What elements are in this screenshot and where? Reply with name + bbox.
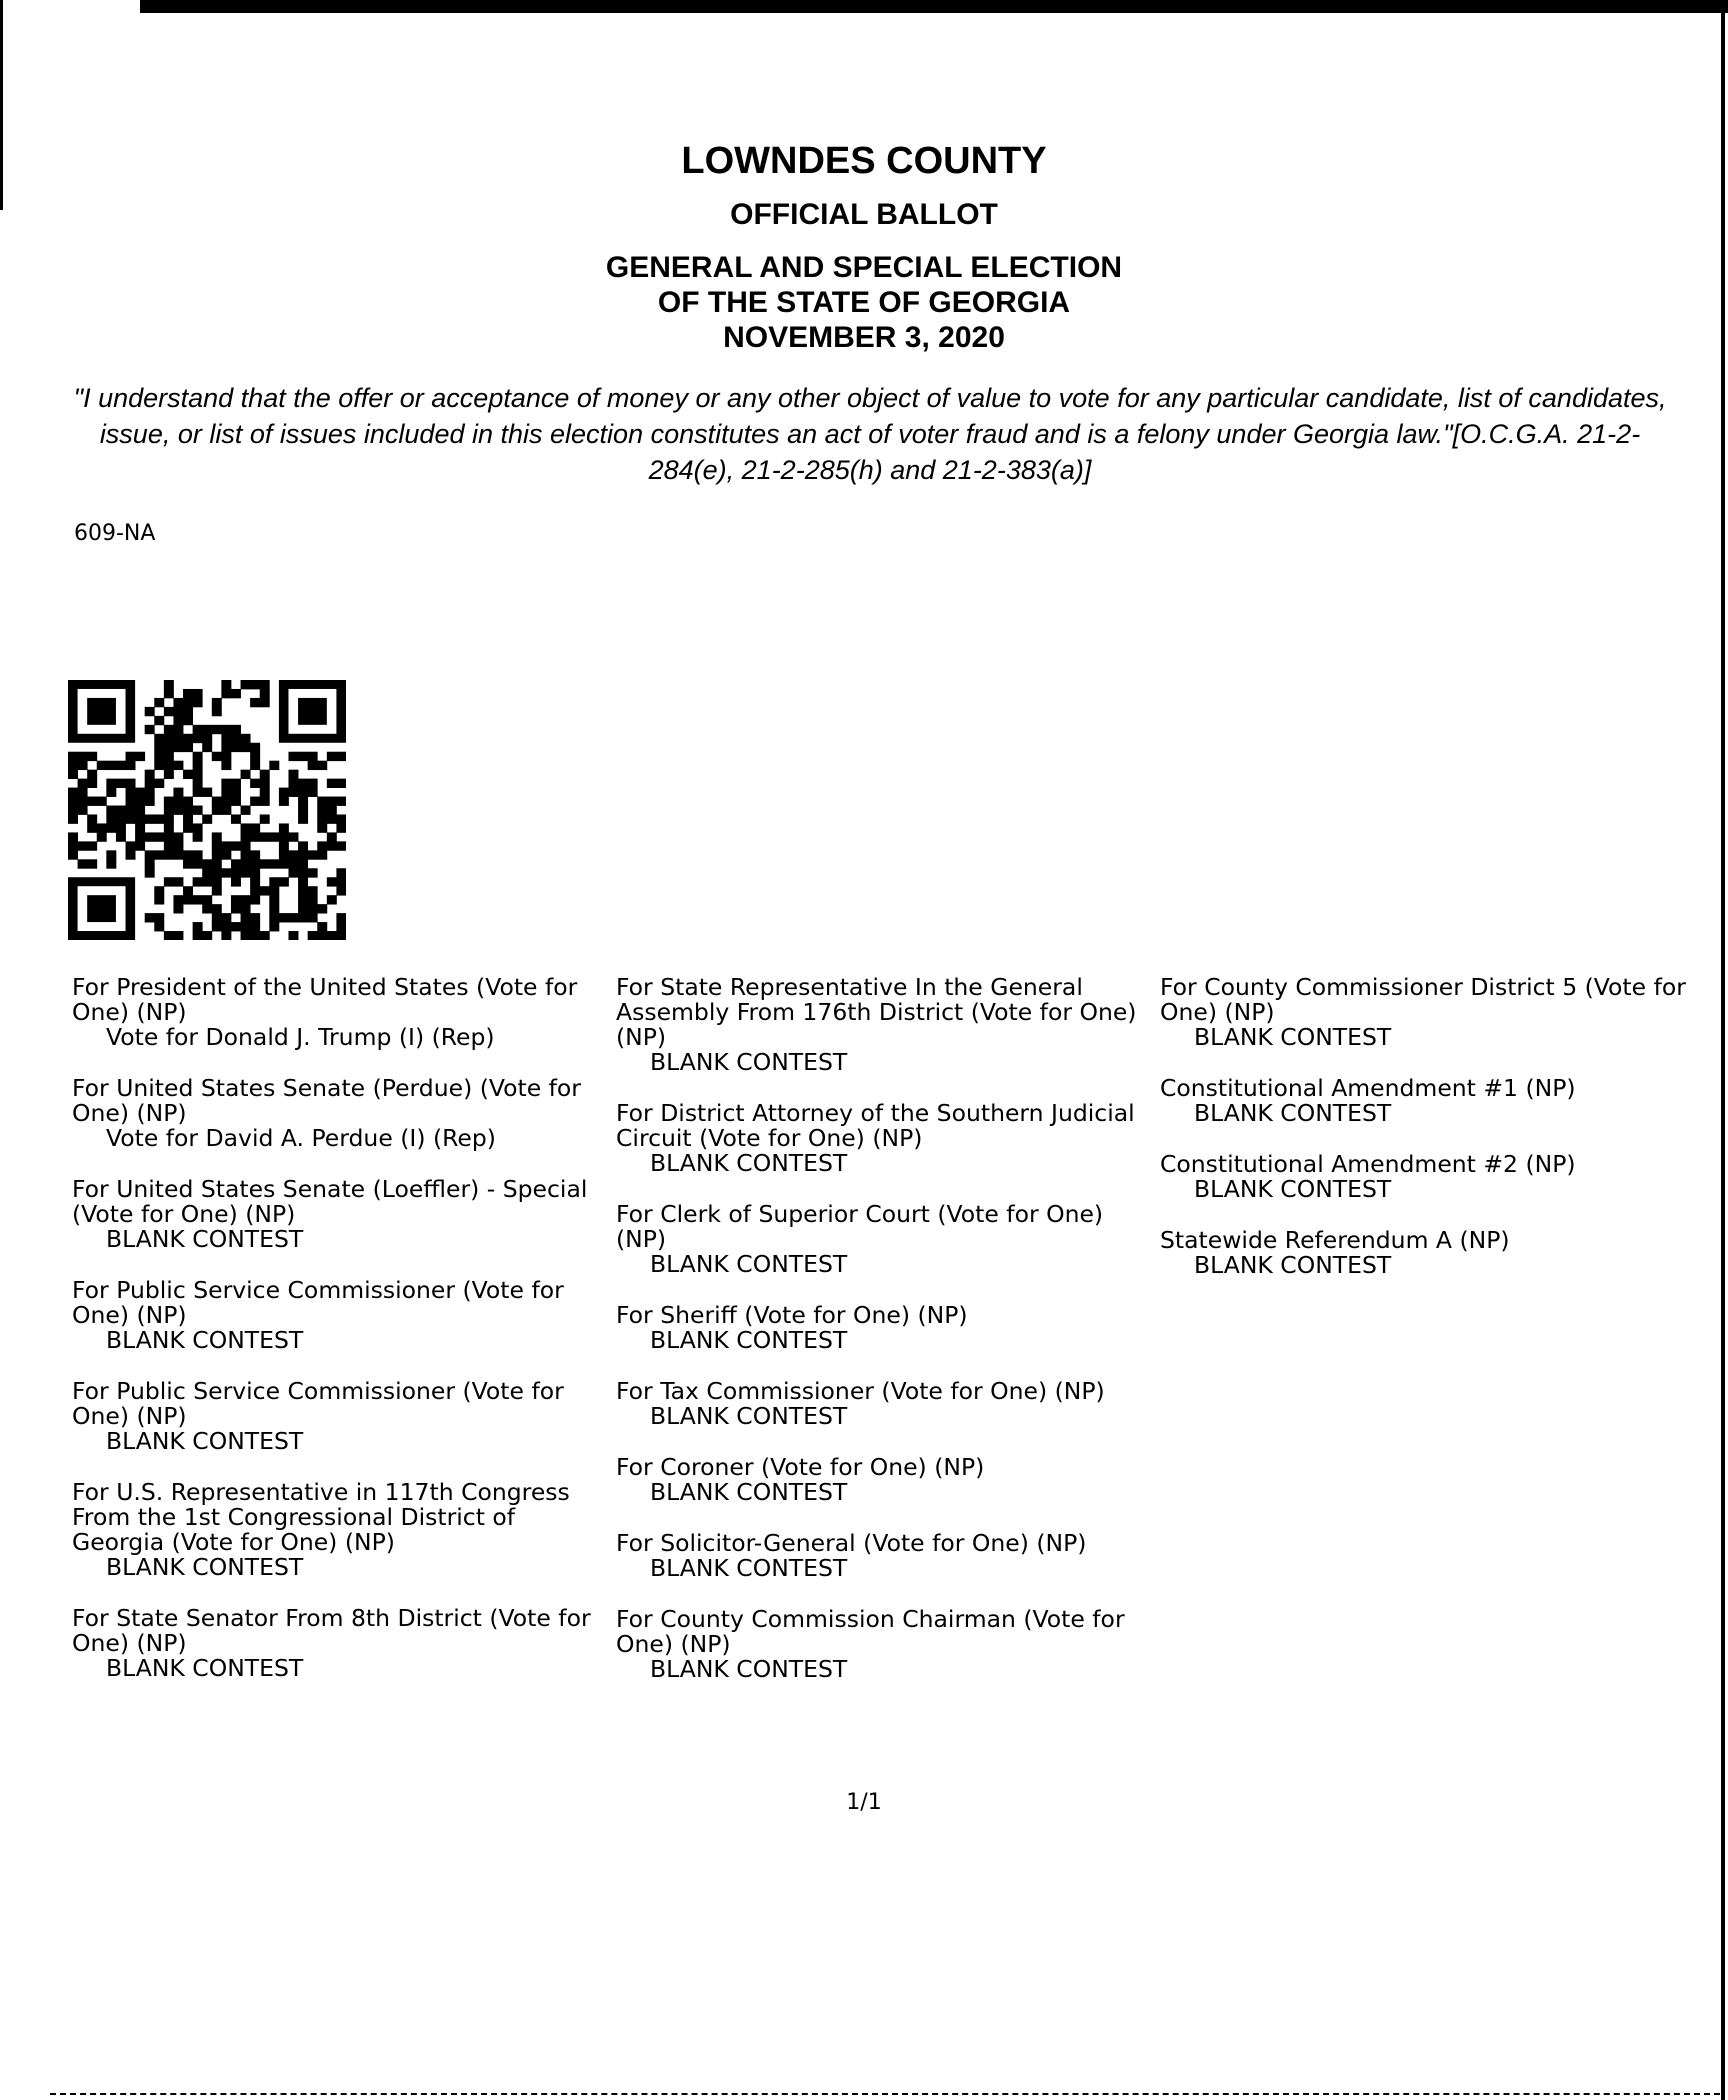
contest-selection: BLANK CONTEST xyxy=(650,1149,848,1177)
contest-title: For Tax Commissioner (Vote for One) (NP) xyxy=(616,1377,1105,1405)
contest-selection: BLANK CONTEST xyxy=(650,1402,848,1430)
contest-entry xyxy=(1160,1228,1700,1278)
contest-column-1 xyxy=(72,975,612,1707)
election-date: NOVEMBER 3, 2020 xyxy=(723,321,1005,354)
contest-entry xyxy=(616,1101,1156,1176)
contest-selection: BLANK CONTEST xyxy=(1194,1023,1392,1051)
contest-title: For Solicitor-General (Vote for One) (NP) xyxy=(616,1529,1087,1557)
contest-title: For Coroner (Vote for One) (NP) xyxy=(616,1453,985,1481)
contest-selection: Vote for David A. Perdue (I) (Rep) xyxy=(106,1124,496,1152)
contest-entry xyxy=(1160,1152,1700,1202)
contest-selection: BLANK CONTEST xyxy=(106,1553,304,1581)
voter-fraud-oath: "I understand that the offer or acceptance of money or any other object of value to vote for any particular candidate, list of candidates, issue, or list of issues included in this election constitutes an act of voter fraud and is a felony under Georgia law."[O.C.G.A. 21-2-284(e), 21-2-285(h) and 21-2-383(a)] xyxy=(73,383,1667,485)
contest-entry xyxy=(72,1480,612,1580)
contest-title: For District Attorney of the Southern Judicial Circuit (Vote for One) (NP) xyxy=(616,1099,1135,1152)
scan-top-border xyxy=(140,0,1728,13)
contest-title: For County Commissioner District 5 (Vote for One) (NP) xyxy=(1160,973,1686,1026)
ballot-style-code: 609-NA xyxy=(74,521,156,546)
contest-entry xyxy=(72,1177,612,1252)
contest-entry xyxy=(1160,1076,1700,1126)
contest-selection: BLANK CONTEST xyxy=(106,1326,304,1354)
contest-selection: BLANK CONTEST xyxy=(650,1326,848,1354)
contest-column-3 xyxy=(1160,975,1700,1304)
ballot-qr-code xyxy=(68,680,346,940)
contest-column-2 xyxy=(616,975,1156,1708)
contest-entry xyxy=(616,975,1156,1075)
contest-selection: BLANK CONTEST xyxy=(650,1655,848,1683)
contest-entry xyxy=(72,1606,612,1681)
contest-entry xyxy=(616,1455,1156,1505)
contest-title: For United States Senate (Perdue) (Vote for One) (NP) xyxy=(72,1074,581,1127)
contest-title: For President of the United States (Vote for One) (NP) xyxy=(72,973,578,1026)
contest-entry xyxy=(616,1303,1156,1353)
page-number: 1/1 xyxy=(846,1790,882,1815)
contest-title: For United States Senate (Loeffler) - Special (Vote for One) (NP) xyxy=(72,1175,588,1228)
contest-selection: BLANK CONTEST xyxy=(1194,1099,1392,1127)
contest-entry xyxy=(72,975,612,1050)
contest-selection: BLANK CONTEST xyxy=(106,1427,304,1455)
contest-title: Statewide Referendum A (NP) xyxy=(1160,1226,1510,1254)
county-title: LOWNDES COUNTY xyxy=(681,140,1047,182)
contest-title: For State Representative In the General Assembly From 176th District (Vote for One) (NP) xyxy=(616,973,1137,1051)
contest-selection: BLANK CONTEST xyxy=(650,1048,848,1076)
contest-selection: BLANK CONTEST xyxy=(1194,1251,1392,1279)
scan-bottom-border xyxy=(50,2093,1720,2097)
contest-selection: BLANK CONTEST xyxy=(106,1654,304,1682)
contest-title: For County Commission Chairman (Vote for One) (NP) xyxy=(616,1605,1125,1658)
election-line-2: OF THE STATE OF GEORGIA xyxy=(657,286,1071,319)
contest-entry xyxy=(72,1278,612,1353)
contest-entry xyxy=(1160,975,1700,1050)
contest-title: Constitutional Amendment #2 (NP) xyxy=(1160,1150,1576,1178)
contest-entry xyxy=(616,1531,1156,1581)
contest-selection: BLANK CONTEST xyxy=(650,1554,848,1582)
contest-title: For Sheriff (Vote for One) (NP) xyxy=(616,1301,968,1329)
contest-entry xyxy=(72,1379,612,1454)
contest-entry xyxy=(616,1379,1156,1429)
contest-selection: BLANK CONTEST xyxy=(106,1225,304,1253)
contest-title: For State Senator From 8th District (Vote for One) (NP) xyxy=(72,1604,591,1657)
contest-selection: BLANK CONTEST xyxy=(1194,1175,1392,1203)
contest-selection: BLANK CONTEST xyxy=(650,1250,848,1278)
contest-title: For Public Service Commissioner (Vote for One) (NP) xyxy=(72,1276,564,1329)
contest-entry xyxy=(72,1076,612,1151)
qr-modules xyxy=(68,680,346,940)
contest-title: Constitutional Amendment #1 (NP) xyxy=(1160,1074,1576,1102)
election-line-1: GENERAL AND SPECIAL ELECTION xyxy=(605,251,1123,284)
contest-entry xyxy=(616,1202,1156,1277)
contest-title: For Public Service Commissioner (Vote for One) (NP) xyxy=(72,1377,564,1430)
election-title xyxy=(0,250,1728,355)
contest-selection: Vote for Donald J. Trump (I) (Rep) xyxy=(106,1023,495,1051)
contest-selection: BLANK CONTEST xyxy=(650,1478,848,1506)
contest-title: For U.S. Representative in 117th Congress From the 1st Congressional District of Georgia (Vote for One) (NP) xyxy=(72,1478,570,1556)
contest-entry xyxy=(616,1607,1156,1682)
ballot-type-title: OFFICIAL BALLOT xyxy=(730,198,998,231)
contest-title: For Clerk of Superior Court (Vote for One) (NP) xyxy=(616,1200,1104,1253)
